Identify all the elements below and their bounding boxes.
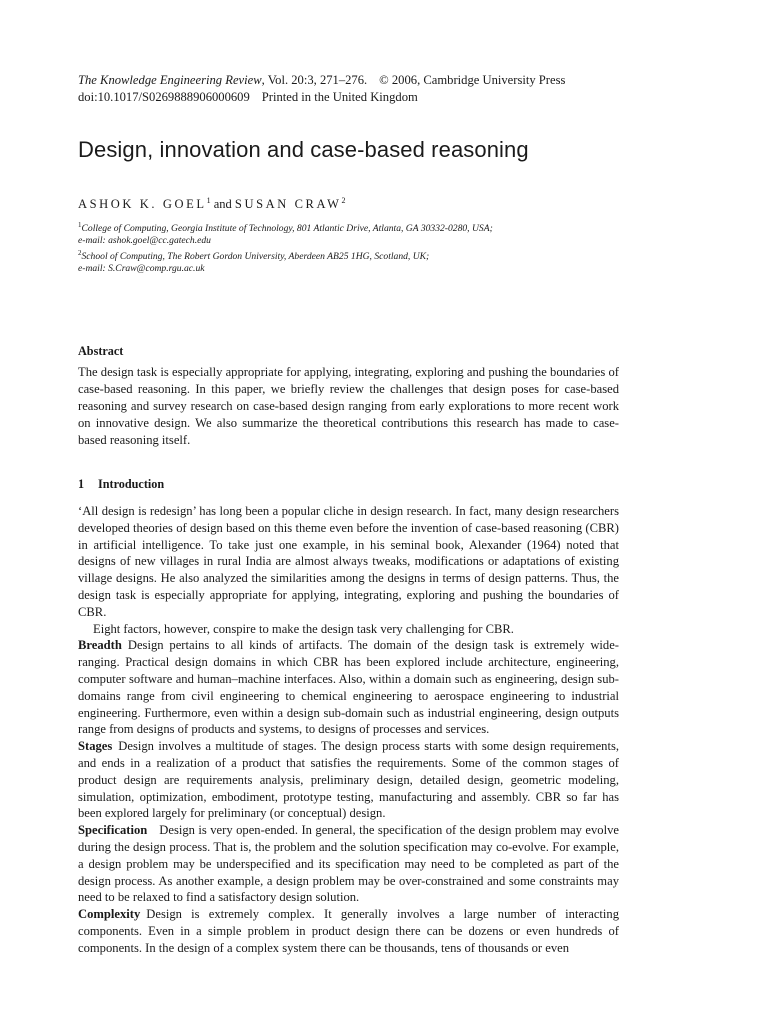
section-title: Introduction (98, 477, 165, 491)
factor-term: Breadth (78, 638, 122, 653)
journal-details: , Vol. 20:3, 271–276. (261, 73, 368, 87)
author-conjunction: and (210, 197, 235, 212)
abstract-heading: Abstract (78, 344, 124, 358)
journal-copyright: © 2006, Cambridge University Press (379, 73, 566, 87)
affiliation-2: $^2$School of Computing, The Robert Gordon University, Aberdeen AB25 1HG, Scotland, UK; (78, 249, 430, 263)
author-craw: SUSAN CRAW (234, 197, 342, 212)
factor-text: Design is extremely complex. It generally involves a large number of interacting components. Even in a simple problem in product design there can be dozens or even hundreds of components. In the design of a complex system there can be thousands, tens of thousands or even (78, 907, 619, 955)
journal-doi: doi:10.1017/S0269888906000609 (78, 90, 250, 104)
intro-paragraph-1: ‘All design is redesign’ has long been a popular cliche in design research. In fact, many design researchers developed theories of design based on this theme even before the invention of case-based reasoning (CBR) in artificial intelligence. To take just one example, in his seminal book, Alexander (1964) noted that designs of new villages in rural India are almost always tweaks, modifications or adaptations of existing village designs. He also analyzed the similarities among the designs in terms of design patterns. Thus, the design task is especially appropriate for applying, integrating, exploring and pushing the boundaries of CBR. (78, 504, 619, 619)
factor-term: Stages (78, 739, 113, 754)
factor-text: Design involves a multitude of stages. The design process starts with some design requirements, and ends in a realization of a product that satisfies the requirements. Some of the common stages of product design are requirements analysis, preliminary design, detailed design, geometric modeling, simulation, optimization, embodiment, prototype testing, manufacturing and assembly. CBR so far has been explored largely for preliminary (or conceptual) design. (78, 739, 619, 821)
factor-specification (78, 822, 619, 906)
factor-complexity (78, 906, 619, 956)
factor-text: Design pertains to all kinds of artifacts. The domain of the design task is extremely wide-ranging. Practical design domains in which CBR has been explored include architecture, engineering, computer software and human–machine interfaces. Also, within a domain such as engineering, design sub-domains range from civil engineering to chemical engineering to aerospace engineering to industrial engineering. Furthermore, even within a design sub-domain such as industrial engineering, design outputs range from designs of products and systems, to designs of processes and services. (78, 638, 619, 737)
factor-term: Complexity (78, 907, 141, 922)
affiliation-2-email: e-mail: S.Craw@comp.rgu.ac.uk (78, 263, 205, 275)
paper-title: Design, innovation and case-based reasoning (78, 137, 529, 162)
affiliation-1-email: e-mail: ashok.goel@cc.gatech.edu (78, 235, 211, 247)
abstract-text: The design task is especially appropriate for applying, integrating, exploring and pushing the boundaries of case-based reasoning. In this paper, we briefly review the challenges that design poses for case-based reasoning and survey research on case-based design ranging from early explorations to more recent work on innovative design. We also summarize the theoretical contributions this research has made to case-based reasoning itself. (78, 365, 619, 447)
factor-term: Specification (78, 823, 148, 838)
author-goel: ASHOK K. GOEL (78, 197, 207, 212)
author-craw-affil-mark: 2 (341, 196, 346, 205)
journal-printed: Printed in the United Kingdom (261, 90, 418, 104)
intro-paragraph-2: Eight factors, however, conspire to make the design task very challenging for CBR. (93, 621, 514, 636)
journal-doi-line (78, 89, 618, 106)
author-goel-affil-mark: 1 (206, 196, 211, 205)
section-heading-introduction (78, 477, 618, 492)
factor-breadth (78, 637, 619, 738)
factor-text: Design is very open-ended. In general, the specification of the design problem may evolve during the design process. That is, the problem and the solution specification may co-evolve. For example, a design problem may be underspecified and its specification may need to be completed as part of the design process. As another example, a design problem may be over-constrained and some constraints may need to be relaxed to find a satisfactory design solution. (78, 823, 619, 905)
section-number: 1 (78, 477, 85, 491)
affiliations (78, 219, 618, 275)
author-line (78, 196, 618, 212)
journal-header (78, 72, 618, 106)
journal-citation-line (78, 72, 618, 89)
affiliation-1: $^1$College of Computing, Georgia Institute of Technology, 801 Atlantic Drive, Atlanta, GA 30332-0280, USA; (78, 221, 493, 235)
journal-name: The Knowledge Engineering Review (78, 73, 262, 87)
factor-stages (78, 738, 619, 822)
introduction-body (78, 503, 619, 957)
